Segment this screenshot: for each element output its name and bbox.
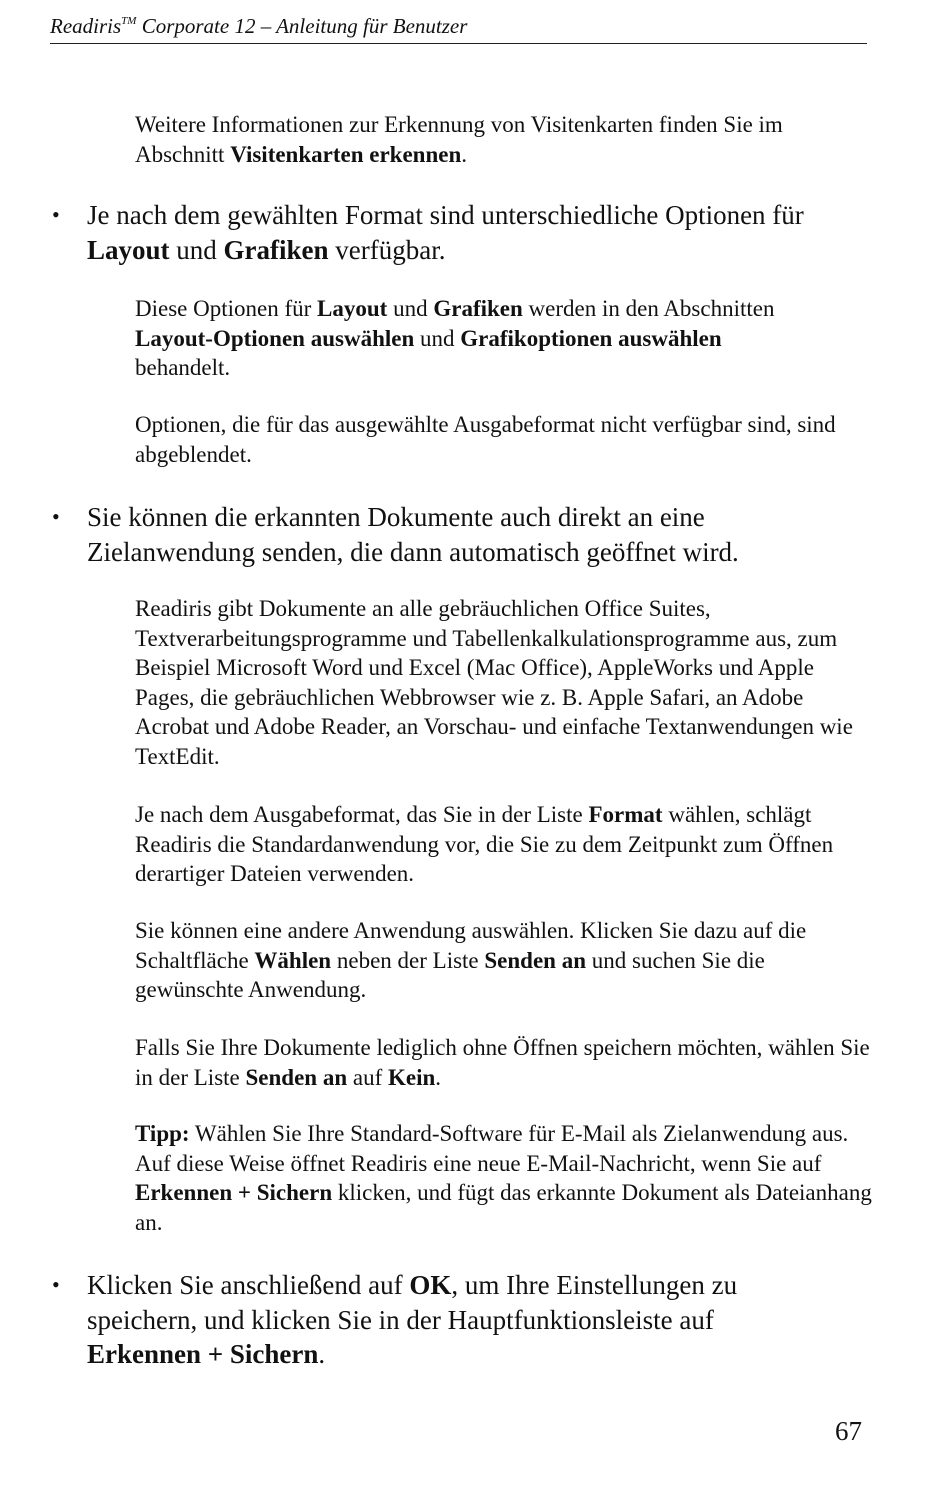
text: behandelt.	[135, 355, 231, 380]
header-title: Corporate 12 – Anleitung für Benutzer	[136, 14, 468, 38]
bold-term: Grafiken	[433, 296, 523, 321]
paragraph-save-only	[135, 1033, 875, 1092]
text: und	[414, 325, 461, 351]
tip-label: Tipp:	[135, 1121, 190, 1146]
paragraph-options-sections	[135, 294, 875, 383]
text: wählen, schlägt Readiris die Standardanwendung vor, die Sie zu dem Zeitpunkt zum Öffnen derartiger Dateien verwenden.	[135, 802, 834, 886]
bold-term: Layout	[87, 234, 170, 265]
bold-term: Erkennen + Sichern	[87, 1339, 319, 1369]
page-number: 67	[835, 1416, 862, 1446]
text: und	[169, 234, 224, 265]
bullet-text	[87, 198, 847, 267]
paragraph-default-application	[135, 800, 875, 889]
bold-term: Kein	[388, 1064, 436, 1090]
bullet-text	[87, 1268, 847, 1372]
header-product: Readiris	[50, 14, 122, 38]
bold-term: OK	[409, 1270, 452, 1300]
bold-term: Format	[588, 802, 663, 827]
bullet-icon: •	[52, 1272, 60, 1297]
text: Je nach dem gewählten Format sind unterschiedliche Optionen für	[87, 200, 804, 230]
text: und	[387, 296, 434, 321]
bold-term: Wählen	[254, 947, 332, 973]
text: Sie können eine andere Anwendung auswählen. Klicken Sie dazu auf die Schaltfläche	[135, 918, 807, 973]
text: Je nach dem Ausgabeformat, das Sie in der Liste	[135, 802, 589, 827]
bold-term: Visitenkarten erkennen	[230, 141, 462, 167]
text: Optionen, die für das ausgewählte Ausgabeformat nicht verfügbar sind, sind abgeblendet.	[135, 412, 836, 467]
text: , um Ihre Einstellungen zu speichern, und klicken Sie in der Hauptfunktionsleiste auf	[87, 1270, 738, 1335]
text: Weitere Informationen zur Erkennung von Visitenkarten finden Sie im Abschnitt	[135, 112, 783, 167]
bold-term: Layout	[317, 296, 388, 321]
bold-term: Layout-Optionen auswählen	[135, 325, 415, 351]
text: .	[318, 1339, 326, 1369]
text: auf	[347, 1064, 388, 1090]
bullet-icon: •	[52, 202, 60, 227]
text: und suchen Sie die gewünschte Anwendung.	[135, 947, 765, 1002]
running-header	[50, 8, 867, 44]
paragraph-tip	[135, 1119, 875, 1237]
text: Readiris gibt Dokumente an alle gebräuchlichen Office Suites, Textverarbeitungsprogramme und Tabellenkalkulationsprogramme aus, zum Beispiel Microsoft Word und Excel (Mac Office), AppleWorks und Apple Pages, die gebräuchlichen Webbrowser wie z. B. Apple Safari, an Adobe Acrobat und Adobe Reader, an Vorschau- und einfache Textanwendungen wie TextEdit.	[135, 596, 853, 769]
trademark-sup: TM	[121, 15, 137, 27]
bold-term: Grafikoptionen auswählen	[460, 325, 722, 351]
text: .	[461, 141, 468, 167]
bold-term: Senden an	[484, 947, 587, 973]
text: verfügbar.	[328, 234, 446, 265]
bold-term: Erkennen + Sichern	[135, 1180, 333, 1205]
paragraph-business-cards-info	[135, 110, 875, 169]
bullet-text: Sie können die erkannten Dokumente auch direkt an eine Zielanwendung senden, die dann automatisch geöffnet wird.	[87, 502, 739, 567]
paragraph-supported-apps	[135, 594, 875, 771]
text: klicken, und fügt das erkannte Dokument als Dateianhang an.	[135, 1180, 872, 1235]
text: Klicken Sie anschließend auf	[87, 1270, 410, 1300]
paragraph-dimmed-options	[135, 410, 875, 469]
bold-term: Grafiken	[223, 234, 329, 265]
text: Wählen Sie Ihre Standard-Software für E-Mail als Zielanwendung aus. Auf diese Weise öffnet Readiris eine neue E-Mail-Nachricht, wenn Sie auf	[135, 1121, 849, 1176]
text: .	[435, 1064, 442, 1090]
text: neben der Liste	[331, 947, 485, 973]
text: Falls Sie Ihre Dokumente lediglich ohne Öffnen speichern möchten, wählen Sie in der Liste	[135, 1035, 870, 1090]
bold-term: Senden an	[245, 1064, 348, 1090]
text: Diese Optionen für	[135, 296, 318, 321]
bullet-icon: •	[52, 504, 60, 529]
paragraph-choose-other-app	[135, 916, 875, 1005]
text: werden in den Abschnitten	[522, 296, 775, 321]
